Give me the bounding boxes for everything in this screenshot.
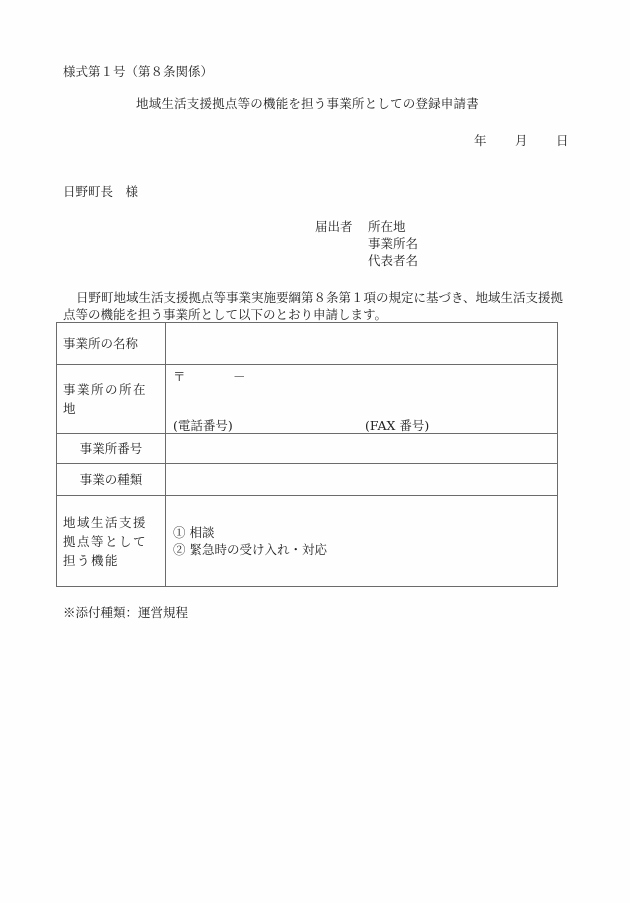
table-row [57, 464, 558, 496]
applicant-block [315, 219, 418, 270]
applicant-field-office-name: 事業所名 [368, 236, 419, 251]
function-item-consultation: ① 相談 [173, 525, 215, 540]
applicant-role: 届出者 [315, 219, 353, 234]
table-row [57, 496, 558, 587]
office-name-field[interactable] [166, 323, 558, 365]
label-functions: 地域生活支援拠点等として担う機能 [57, 496, 166, 587]
functions-field [166, 496, 558, 587]
date-year: 年 [474, 133, 487, 148]
attachment-note: ※添付種類：運営規程 [63, 605, 189, 620]
table-row [57, 323, 558, 365]
body-text: 日野町地域生活支援拠点等事業実施要綱第８条第１項の規定に基づき、地域生活支援拠点等の機能を担う事業所として以下のとおり申請します。 [63, 290, 564, 322]
business-type-field[interactable] [166, 464, 558, 496]
function-item-emergency: ② 緊急時の受け入れ・対応 [173, 542, 327, 557]
date-month: 月 [515, 133, 528, 148]
form-number: 様式第１号（第８条関係） [63, 64, 214, 79]
document-title: 地域生活支援拠点等の機能を担う事業所としての登録申請書 [136, 96, 479, 111]
label-office-number: 事業所番号 [57, 434, 166, 464]
date-line [474, 133, 569, 149]
phone-label: (電話番号) [173, 418, 233, 433]
date-day: 日 [556, 133, 569, 148]
label-office-name: 事業所の名称 [57, 323, 166, 365]
fax-label: (FAX 番号) [365, 418, 430, 433]
postal-mark-icon: 〒 [173, 369, 186, 384]
table-row [57, 434, 558, 464]
applicant-field-representative: 代表者名 [368, 253, 419, 268]
application-table [56, 322, 558, 587]
postal-dash: － [233, 369, 246, 384]
label-office-address: 事業所の所在地 [57, 365, 166, 434]
applicant-field-address: 所在地 [368, 219, 406, 234]
table-row [57, 365, 558, 434]
label-business-type: 事業の種類 [57, 464, 166, 496]
office-number-field[interactable] [166, 434, 558, 464]
addressee: 日野町長 様 [63, 184, 139, 199]
office-address-field[interactable] [166, 365, 558, 434]
